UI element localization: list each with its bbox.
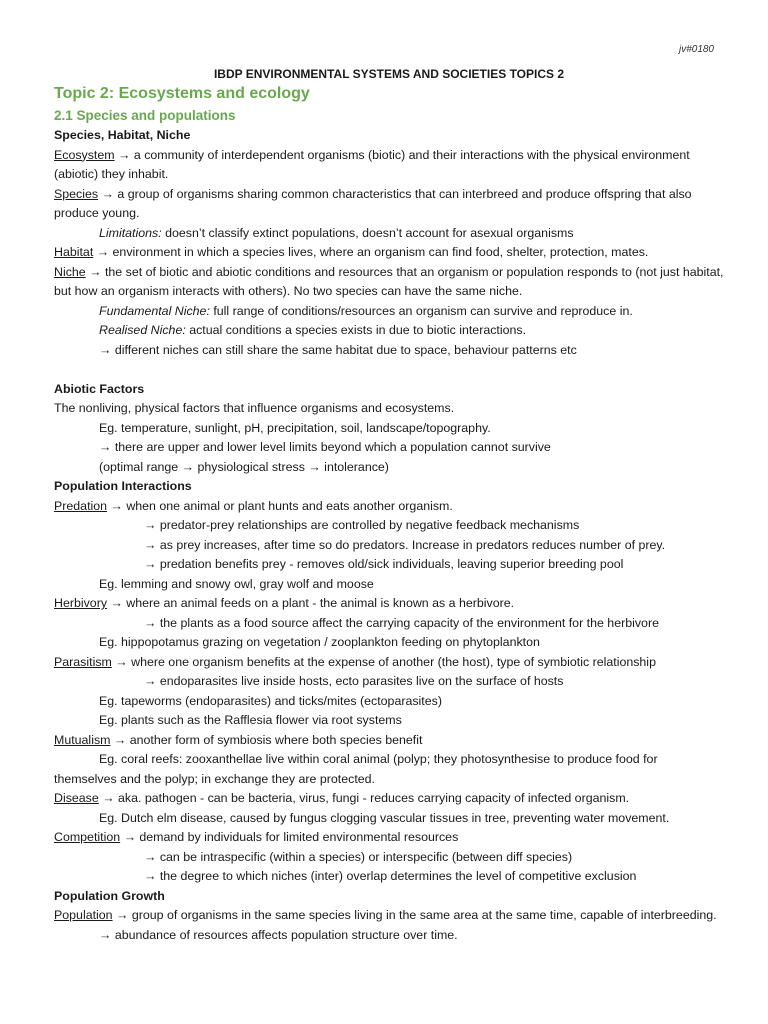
disease-text: → aka. pathogen - can be bacteria, virus, fungi - reduces carrying capacity of infected organism. bbox=[98, 791, 630, 805]
species-habitat-niche-heading: Species, Habitat, Niche bbox=[54, 128, 191, 142]
document-body bbox=[54, 44, 724, 945]
mutualism-term: Mutualism bbox=[54, 732, 111, 747]
niche-term: Niche bbox=[54, 264, 86, 279]
abiotic-range: (optimal range → physiological stress → intolerance) bbox=[99, 459, 389, 474]
population-definition bbox=[54, 906, 724, 926]
population-interactions-heading: Population Interactions bbox=[54, 479, 192, 493]
document-title: IBDP ENVIRONMENTAL SYSTEMS AND SOCIETIES TOPICS 2 bbox=[213, 67, 565, 81]
predation-point-1: → predator-prey relationships are controlled by negative feedback mechanisms bbox=[144, 518, 580, 532]
abiotic-example: Eg. temperature, sunlight, pH, precipitation, soil, landscape/topography. bbox=[99, 420, 491, 435]
section-heading: 2.1 Species and populations bbox=[54, 108, 236, 123]
predation-point-2: → as prey increases, after time so do predators. Increase in predators reduces number of prey. bbox=[144, 537, 666, 552]
parasitism-example-2: Eg. plants such as the Rafflesia flower via root systems bbox=[99, 713, 402, 727]
predation-definition bbox=[54, 497, 724, 517]
abiotic-factors-heading: Abiotic Factors bbox=[54, 381, 145, 396]
limitations-label: Limitations: bbox=[99, 225, 162, 240]
niche-text: → the set of biotic and abiotic conditions and resources that an organism or population responds to (not just habitat, but how an organism interacts with others). No two species can have the same niche. bbox=[54, 264, 724, 298]
herbivory-point-1: → the plants as a food source affect the carrying capacity of the environment for the herbivore bbox=[144, 615, 659, 630]
mutualism-example-continued: themselves and the polyp; in exchange they are protected. bbox=[54, 771, 375, 786]
ecosystem-text: → a community of interdependent organisms (biotic) and their interactions with the physical environment (abiotic) they inhabit. bbox=[54, 147, 690, 181]
population-term: Population bbox=[54, 908, 113, 922]
disease-example: Eg. Dutch elm disease, caused by fungus clogging vascular tissues in tree, preventing water movement. bbox=[99, 810, 670, 825]
ecosystem-definition bbox=[54, 146, 724, 185]
competition-text: → demand by individuals for limited environmental resources bbox=[120, 830, 459, 844]
limitations-line bbox=[54, 224, 724, 244]
abiotic-intro: The nonliving, physical factors that influence organisms and ecosystems. bbox=[54, 401, 455, 415]
mutualism-definition bbox=[54, 731, 724, 751]
herbivory-example: Eg. hippopotamus grazing on vegetation / zooplankton feeding on phytoplankton bbox=[99, 635, 540, 649]
ecosystem-term: Ecosystem bbox=[54, 147, 115, 162]
population-point-1: → abundance of resources affects population structure over time. bbox=[99, 927, 458, 942]
competition-point-1: → can be intraspecific (within a species) or interspecific (between diff species) bbox=[144, 849, 573, 864]
limitations-text: doesn’t classify extinct populations, doesn’t account for asexual organisms bbox=[161, 225, 574, 240]
disease-term: Disease bbox=[54, 791, 99, 805]
habitat-definition bbox=[54, 243, 724, 263]
parasitism-term: Parasitism bbox=[54, 654, 112, 669]
realised-niche-text: actual conditions a species exists in due to biotic interactions. bbox=[185, 323, 527, 337]
predation-text: → when one animal or plant hunts and eats another organism. bbox=[107, 498, 453, 513]
abiotic-limits: → there are upper and lower level limits beyond which a population cannot survive bbox=[99, 440, 551, 454]
niche-note: → different niches can still share the same habitat due to space, behaviour patterns etc bbox=[99, 342, 577, 357]
realised-niche-label: Realised Niche: bbox=[99, 323, 186, 337]
document-code: jv#0180 bbox=[678, 44, 714, 55]
species-term: Species bbox=[54, 186, 99, 201]
mutualism-example: Eg. coral reefs: zooxanthellae live within coral animal (polyp; they photosynthesise to produce food for bbox=[99, 752, 658, 766]
habitat-term: Habitat bbox=[54, 245, 94, 259]
predation-term: Predation bbox=[54, 498, 108, 513]
topic-heading: Topic 2: Ecosystems and ecology bbox=[54, 85, 310, 102]
mutualism-text: → another form of symbiosis where both species benefit bbox=[110, 732, 423, 747]
predation-point-3: → predation benefits prey - removes old/sick individuals, leaving superior breeding pool bbox=[144, 557, 624, 571]
realised-niche-line bbox=[54, 321, 724, 341]
species-definition bbox=[54, 185, 724, 224]
herbivory-definition bbox=[54, 594, 724, 614]
fundamental-niche-text: full range of conditions/resources an organism can survive and reproduce in. bbox=[209, 303, 633, 318]
parasitism-example-1: Eg. tapeworms (endoparasites) and ticks/mites (ectoparasites) bbox=[99, 693, 442, 708]
competition-term: Competition bbox=[54, 830, 121, 844]
predation-example: Eg. lemming and snowy owl, gray wolf and moose bbox=[99, 576, 374, 591]
competition-point-2: → the degree to which niches (inter) overlap determines the level of competitive exclusion bbox=[144, 869, 637, 883]
parasitism-definition bbox=[54, 653, 724, 673]
spacer bbox=[54, 360, 724, 380]
fundamental-niche-label: Fundamental Niche: bbox=[99, 303, 210, 318]
fundamental-niche-line bbox=[54, 302, 724, 322]
herbivory-text: → where an animal feeds on a plant - the animal is known as a herbivore. bbox=[107, 596, 515, 610]
disease-definition bbox=[54, 789, 724, 809]
population-text: → group of organisms in the same species living in the same area at the same time, capable of interbreeding. bbox=[112, 908, 717, 922]
population-growth-heading: Population Growth bbox=[54, 888, 165, 903]
niche-definition bbox=[54, 263, 724, 302]
competition-definition bbox=[54, 828, 724, 848]
herbivory-term: Herbivory bbox=[54, 596, 108, 610]
parasitism-point-1: → endoparasites live inside hosts, ecto parasites live on the surface of hosts bbox=[144, 674, 564, 688]
habitat-text: → environment in which a species lives, where an organism can find food, shelter, protection, mates. bbox=[93, 245, 649, 259]
parasitism-text: → where one organism benefits at the expense of another (the host), type of symbiotic relationship bbox=[111, 654, 656, 669]
species-text: → a group of organisms sharing common characteristics that can interbreed and produce offspring that also produce young. bbox=[54, 186, 692, 220]
